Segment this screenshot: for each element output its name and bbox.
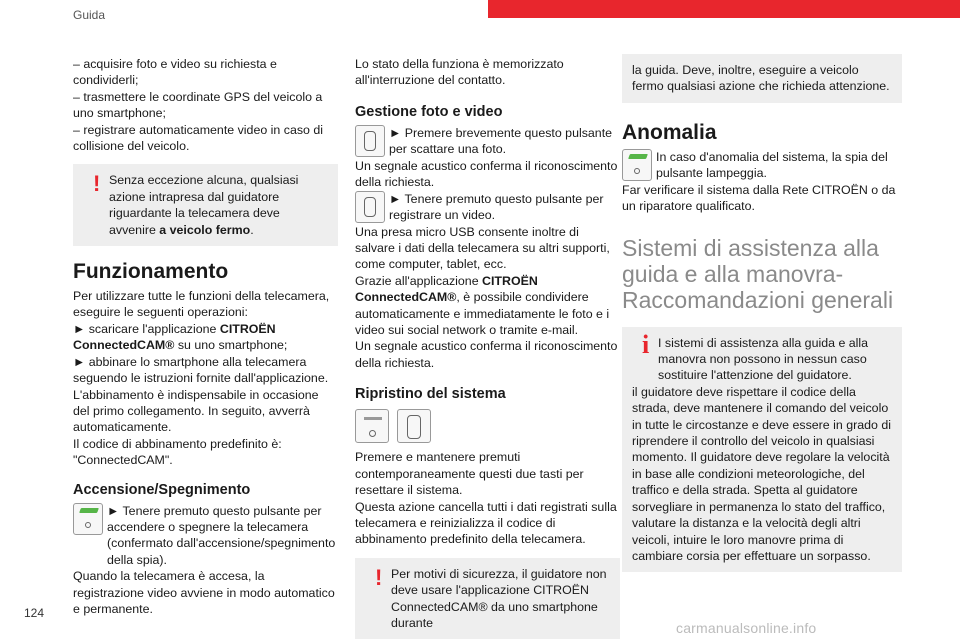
section-title-anomalia: Anomalia xyxy=(622,120,717,144)
warning-text: Senza eccezione alcuna, qualsiasi azione intrapresa dal guidatore riguardante la telecamera deve avvenire a veicolo fermo. xyxy=(109,173,299,237)
column-2 xyxy=(355,56,620,639)
warning-box-continued xyxy=(622,54,902,103)
info-box xyxy=(622,327,902,573)
header-accent-bar xyxy=(488,0,960,18)
warning-text: Per motivi di sicurezza, il guidatore non deve usare l'applicazione CITROËN ConnectedCAM® da uno smartphone durante xyxy=(391,566,607,630)
subsection-title-ripristino: Ripristino del sistema xyxy=(355,386,506,403)
step-item: ► Premere brevemente questo pulsante per scattare una foto. xyxy=(389,125,613,157)
camera-button-icon xyxy=(622,149,652,181)
subsection-title-accensione: Accensione/Spegnimento xyxy=(73,481,251,498)
paragraph: Far verificare il sistema dalla Rete CITROËN o da un riparatore qualificato. xyxy=(622,182,896,214)
subsection-title-gestione: Gestione foto e video xyxy=(355,103,503,120)
camera-button-icon xyxy=(355,191,385,223)
warning-icon: ! xyxy=(93,171,101,197)
list-line: collisione del veicolo. xyxy=(73,139,190,154)
warning-box xyxy=(73,164,338,246)
paragraph: Grazie all'applicazione CITROËN ConnectedCAM®, è possibile condividere automaticamente e immediatamente le foto e i video sui social network o tramite e-mail. xyxy=(355,273,610,338)
info-text: il guidatore deve rispettare il codice della strada, deve mantenere il comando del veicolo in tutte le circostanze e deve essere in grado di riprendere il controllo del veicolo in qualsiasi momento. Il guidatore deve regolare la velocità in base alle condizioni meteorologiche, del traffico e della strada. Spetta al guidatore sorvegliare in permanenza lo stato del traffico, valutare la distanza e la velocità degli altri veicoli, intuire le loro manovre prima di cambiare corsia per effettuare un sorpasso. xyxy=(632,384,891,563)
paragraph: Una presa micro USB consente inoltre di salvare i dati della telecamera su altri supporti, come computer, tablet, ecc. xyxy=(355,224,610,272)
step-with-icon xyxy=(622,149,902,182)
list-line: – registrare automaticamente video in caso di xyxy=(73,122,324,137)
list-line: uno smartphone; xyxy=(73,106,166,121)
paragraph: Un segnale acustico conferma il riconoscimento della richiesta. xyxy=(355,158,618,190)
paragraph: Quando la telecamera è accesa, la registrazione video avviene in modo automatico e permanente. xyxy=(73,569,335,616)
paragraph: In caso d'anomalia del sistema, la spia del pulsante lampeggia. xyxy=(656,149,888,181)
paragraph: L'abbinamento è indispensabile in occasione del primo collegamento. In seguito, avverrà automaticamente. xyxy=(73,387,319,435)
list-line: – trasmettere le coordinate GPS del veicolo a xyxy=(73,89,323,104)
list-line: condividerli; xyxy=(73,73,139,88)
reset-buttons-illustration xyxy=(355,409,620,443)
step-item: ► Tenere premuto questo pulsante per accendere o spegnere la telecamera (confermato dall'accensione/spegnimento della spia). xyxy=(107,503,336,567)
camera-button-icon xyxy=(397,409,431,443)
feature-list xyxy=(73,56,338,154)
warning-text: la guida. Deve, inoltre, eseguire a veicolo fermo qualsiasi azione che richieda attenzione. xyxy=(632,63,890,94)
column-1 xyxy=(73,56,338,617)
step-item: ► abbinare lo smartphone alla telecamera seguendo le istruzioni fornite dall'applicazione. xyxy=(73,354,329,386)
led-button-icon xyxy=(355,409,389,443)
list-line: – acquisire foto e video su richiesta e xyxy=(73,57,277,71)
warning-box xyxy=(355,558,620,640)
paragraph: Premere e mantenere premuti contemporaneamente questi due tasti per resettare il sistema. xyxy=(355,450,584,498)
step-with-icon xyxy=(355,125,620,158)
warning-icon: ! xyxy=(375,564,383,590)
page-number: 124 xyxy=(24,606,45,620)
section-title-funzionamento: Funzionamento xyxy=(73,260,229,284)
watermark: carmanualsonline.info xyxy=(676,620,817,636)
info-icon: i xyxy=(642,329,650,359)
step-with-icon xyxy=(73,503,338,569)
running-header: Guida xyxy=(73,8,106,22)
paragraph: Un segnale acustico conferma il riconoscimento della richiesta. xyxy=(355,339,618,370)
step-item: ► scaricare l'applicazione CITROËN ConnectedCAM® su uno smartphone; xyxy=(73,321,288,353)
section-title-sistemi: Sistemi di assistenza alla guida e alla manovra- Raccomandazioni generali xyxy=(622,234,894,313)
paragraph: Per utilizzare tutte le funzioni della telecamera, eseguire le seguenti operazioni: xyxy=(73,289,330,320)
step-with-icon xyxy=(355,191,620,224)
paragraph: Lo stato della funziona è memorizzato all'interruzione del contatto. xyxy=(355,57,564,88)
camera-button-icon xyxy=(73,503,103,535)
column-3 xyxy=(622,56,902,572)
camera-button-icon xyxy=(355,125,385,157)
paragraph: Il codice di abbinamento predefinito è: "ConnectedCAM". xyxy=(73,436,282,468)
info-text: I sistemi di assistenza alla guida e alla manovra non possono in nessun caso sostituire l'attenzione del guidatore. xyxy=(658,335,869,383)
paragraph: Questa azione cancella tutti i dati registrati sulla telecamera e reinizializza il codice di abbinamento predefinito della telecamera. xyxy=(355,499,617,547)
step-item: ► Tenere premuto questo pulsante per registrare un video. xyxy=(389,191,604,223)
